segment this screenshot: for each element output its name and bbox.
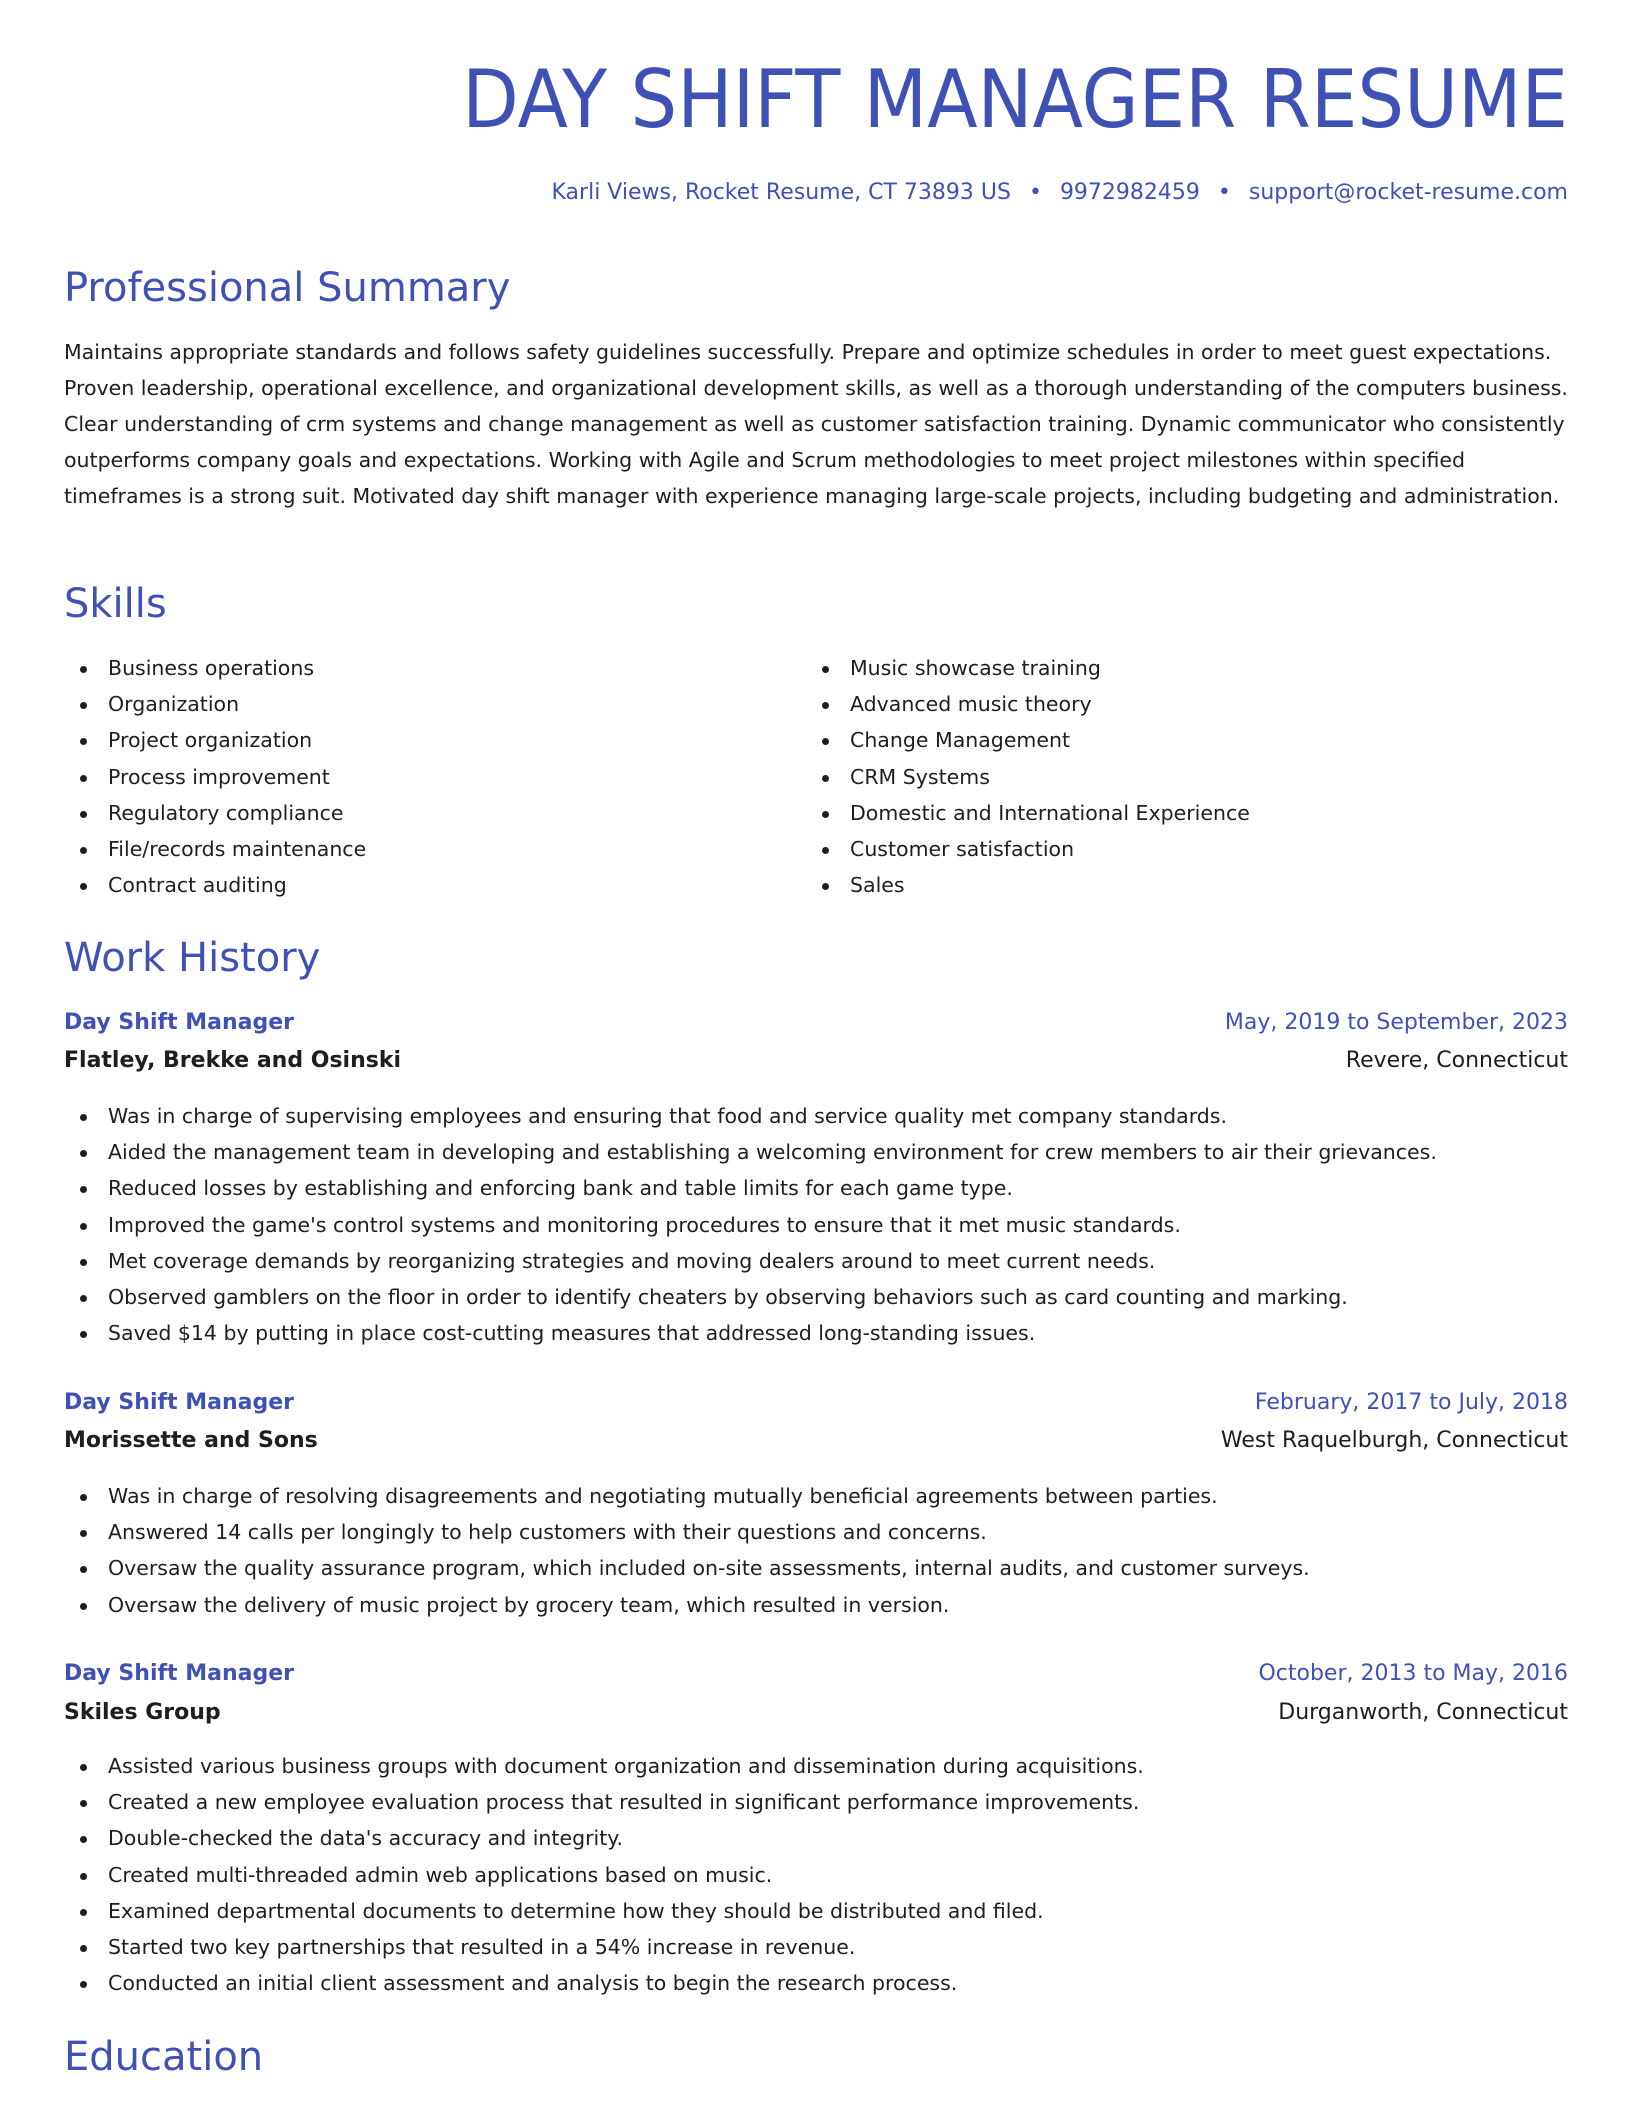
- resume-page: [64, 0, 1568, 2112]
- education-heading: Education: [64, 2034, 264, 2080]
- job-header: [64, 1004, 1568, 1042]
- job-bullet: Saved $14 by putting in place cost-cutting measures that addressed long-standing issues.: [64, 1315, 1437, 1351]
- job-bullet: Was in charge of supervising employees and ensuring that food and service quality met company standards.: [64, 1098, 1437, 1134]
- job-title: Day Shift Manager: [64, 1661, 294, 1686]
- job-subheader: [64, 1694, 1568, 1732]
- job-bullet: Conducted an initial client assessment and analysis to begin the research process.: [64, 1965, 1144, 2001]
- job-bullet: Answered 14 calls per longingly to help customers with their questions and concerns.: [64, 1514, 1310, 1550]
- skill-item: Business operations: [64, 650, 366, 686]
- skill-item: Process improvement: [64, 759, 366, 795]
- job-dates: October, 2013 to May, 2016: [1258, 1661, 1568, 1686]
- work-history-heading: Work History: [64, 935, 321, 981]
- job-title: Day Shift Manager: [64, 1390, 294, 1415]
- skill-item: Project organization: [64, 722, 366, 758]
- job-bullet: Observed gamblers on the floor in order to identify cheaters by observing behaviors such as card counting and marking.: [64, 1279, 1437, 1315]
- skill-item: Customer satisfaction: [806, 831, 1250, 867]
- job-bullet: Was in charge of resolving disagreements and negotiating mutually beneficial agreements between parties.: [64, 1478, 1310, 1514]
- job-bullets: [64, 1098, 1437, 1351]
- job-bullet: Started two key partnerships that resulted in a 54% increase in revenue.: [64, 1929, 1144, 1965]
- job-location: Durganworth, Connecticut: [1278, 1700, 1568, 1725]
- job-dates: February, 2017 to July, 2018: [1254, 1390, 1568, 1415]
- skill-item: File/records maintenance: [64, 831, 366, 867]
- contact-address: Karli Views, Rocket Resume, CT 73893 US: [551, 180, 1011, 205]
- skill-item: Regulatory compliance: [64, 795, 366, 831]
- job-bullet: Oversaw the delivery of music project by grocery team, which resulted in version.: [64, 1587, 1310, 1623]
- contact-separator: •: [1217, 180, 1231, 205]
- job-title: Day Shift Manager: [64, 1010, 294, 1035]
- skill-item: Domestic and International Experience: [806, 795, 1250, 831]
- job-bullet: Double-checked the data's accuracy and integrity.: [64, 1820, 1144, 1856]
- job-bullet: Improved the game's control systems and monitoring procedures to ensure that it met music standards.: [64, 1207, 1437, 1243]
- contact-phone: 9972982459: [1059, 180, 1200, 205]
- job-bullet: Created a new employee evaluation process that resulted in significant performance improvements.: [64, 1784, 1144, 1820]
- job-company: Flatley, Brekke and Osinski: [64, 1048, 402, 1073]
- job-dates: May, 2019 to September, 2023: [1224, 1010, 1568, 1035]
- skills-list-right: [806, 650, 1250, 903]
- job-company: Morissette and Sons: [64, 1428, 318, 1453]
- job-bullets: [64, 1748, 1144, 2001]
- summary-text: Maintains appropriate standards and follows safety guidelines successfully. Prepare and optimize schedules in order to meet guest expectations. Proven leadership, operational excellence, and organizational development skills, as well as a thorough understanding of the computers business. Clear understanding of crm systems and change management as well as customer satisfaction training. Dynamic communicator who consistently outperforms company goals and expectations. Working with Agile and Scrum methodologies to meet project milestones within specified timeframes is a strong suit. Motivated day shift manager with experience managing large-scale projects, including budgeting and administration.: [64, 340, 1568, 508]
- skill-item: Change Management: [806, 722, 1250, 758]
- job-company: Skiles Group: [64, 1700, 221, 1725]
- job-bullet: Met coverage demands by reorganizing strategies and moving dealers around to meet current needs.: [64, 1243, 1437, 1279]
- job-subheader: [64, 1422, 1568, 1460]
- contact-separator: •: [1028, 180, 1042, 205]
- skill-item: CRM Systems: [806, 759, 1250, 795]
- job-bullet: Aided the management team in developing and establishing a welcoming environment for crew members to air their grievances.: [64, 1134, 1437, 1170]
- job-bullet: Reduced losses by establishing and enforcing bank and table limits for each game type.: [64, 1170, 1437, 1206]
- skill-item: Music showcase training: [806, 650, 1250, 686]
- job-bullet: Examined departmental documents to determine how they should be distributed and filed.: [64, 1893, 1144, 1929]
- skill-item: Sales: [806, 867, 1250, 903]
- skill-item: Organization: [64, 686, 366, 722]
- job-location: West Raquelburgh, Connecticut: [1220, 1428, 1568, 1453]
- skill-item: Contract auditing: [64, 867, 366, 903]
- skill-item: Advanced music theory: [806, 686, 1250, 722]
- job-bullets: [64, 1478, 1310, 1623]
- contact-email: support@rocket-resume.com: [1248, 180, 1568, 205]
- skills-list-left: [64, 650, 366, 903]
- summary-heading: Professional Summary: [64, 265, 511, 311]
- job-subheader: [64, 1042, 1568, 1080]
- resume-title: DAY SHIFT MANAGER RESUME: [462, 53, 1568, 146]
- job-location: Revere, Connecticut: [1345, 1048, 1568, 1073]
- contact-line: [552, 178, 1568, 208]
- job-header: [64, 1655, 1568, 1693]
- job-bullet: Assisted various business groups with document organization and dissemination during acquisitions.: [64, 1748, 1144, 1784]
- job-bullet: Oversaw the quality assurance program, which included on-site assessments, internal audits, and customer surveys.: [64, 1550, 1310, 1586]
- job-bullet: Created multi-threaded admin web applications based on music.: [64, 1857, 1144, 1893]
- skills-heading: Skills: [64, 581, 167, 627]
- job-header: [64, 1384, 1568, 1422]
